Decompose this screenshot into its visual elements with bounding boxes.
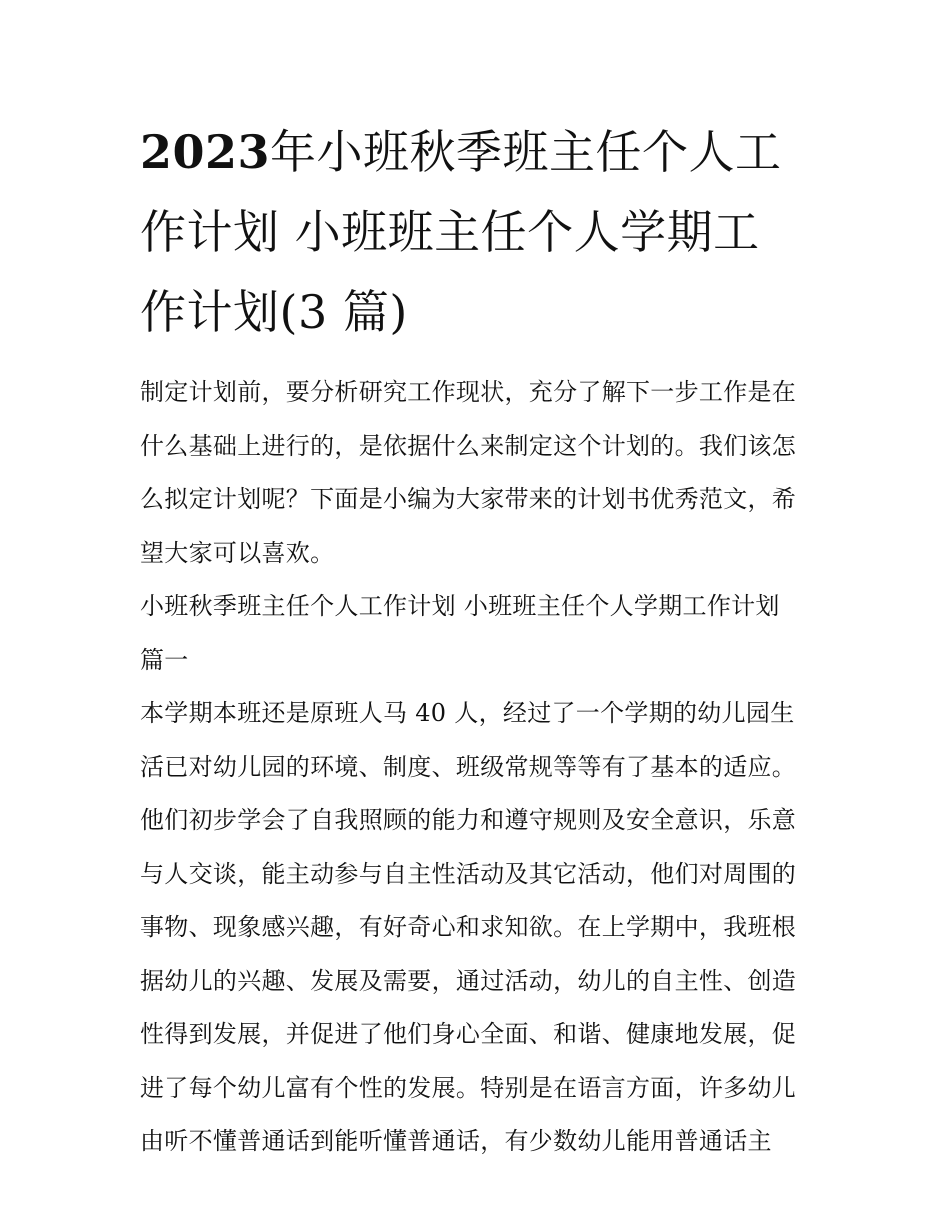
title-text: 年小班秋季班主任个人工 [270, 125, 782, 179]
body-line: 本学期本班还是原班人马 40 人，经过了一个学期的幼儿园生 [140, 699, 795, 727]
title-line [140, 272, 812, 352]
body-line: 据幼儿的兴趣、发展及需要，通过活动，幼儿的自主性、创造 [140, 966, 797, 995]
title-text: 作计划(3 篇) [140, 285, 408, 339]
body-line: 什么基础上进行的，是依据什么来制定这个计划的。我们该怎 [140, 431, 797, 460]
title-line [140, 192, 812, 272]
body-line: 活已对幼儿园的环境、制度、班级常规等等有了基本的适应。 [140, 752, 797, 781]
section-heading-line: 小班秋季班主任个人工作计划 小班班主任个人学期工作计划 [140, 592, 780, 620]
body-line: 制定计划前，要分析研究工作现状，充分了解下一步工作是在 [140, 378, 797, 406]
title-year: 2023 [140, 125, 271, 179]
body-line: 由听不懂普通话到能听懂普通话，有少数幼儿能用普通话主 [140, 1127, 772, 1155]
body-line: 事物、现象感兴趣，有好奇心和求知欲。在上学期中，我班根 [140, 913, 797, 941]
body-line: 性得到发展，并促进了他们身心全面、和谐、健康地发展，促 [140, 1020, 797, 1048]
body-line: 么拟定计划呢？下面是小编为大家带来的计划书优秀范文，希 [140, 485, 797, 513]
body-line: 与人交谈，能主动参与自主性活动及其它活动，他们对周围的 [140, 859, 797, 888]
body-line: 他们初步学会了自我照顾的能力和遵守规则及安全意识，乐意 [140, 806, 797, 834]
title-text: 作计划 小班班主任个人学期工 [140, 205, 760, 259]
document-content [140, 112, 812, 1169]
body-line: 望大家可以喜欢。 [140, 538, 335, 567]
title-line [140, 112, 812, 192]
section-heading-line: 篇一 [140, 645, 189, 674]
document-body [140, 366, 812, 1169]
document-title [140, 112, 812, 352]
body-line: 进了每个幼儿富有个性的发展。特别是在语言方面，许多幼儿 [140, 1073, 797, 1102]
